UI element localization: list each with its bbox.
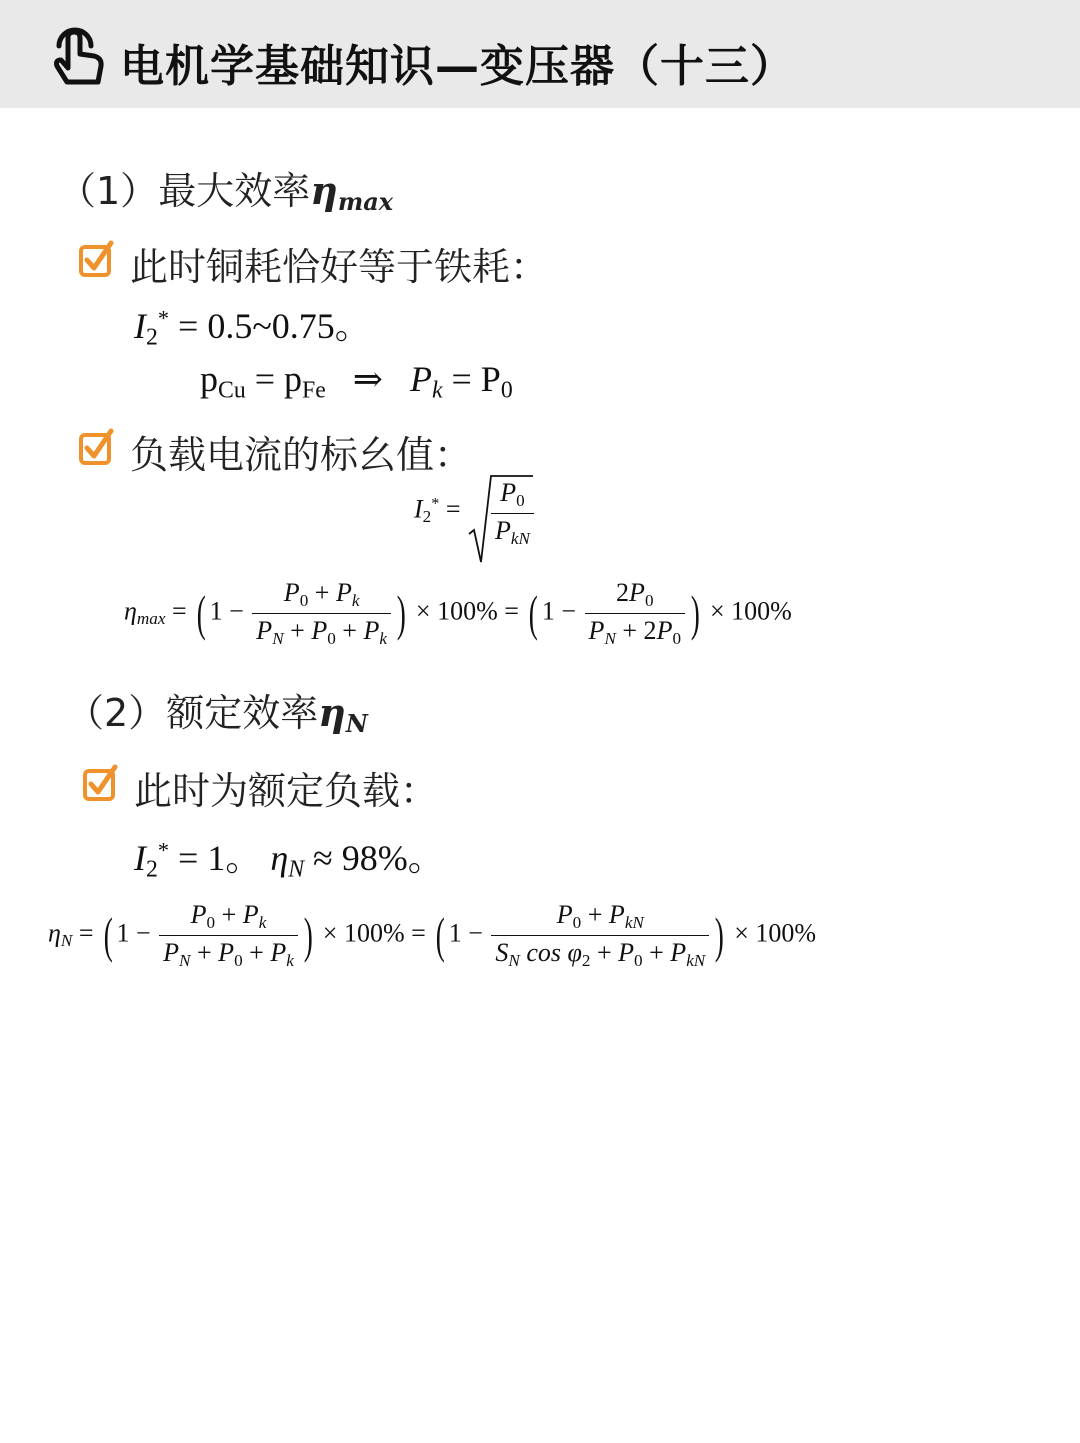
sqrt-expression: $\frac{P_0}{P_{kN}}$ — [467, 474, 536, 549]
rated-load-equation: $I_2^* = 1$。 $\eta_N \approx 98\%$。 — [134, 837, 444, 883]
section1-heading — [58, 160, 393, 216]
section1-title: 最大效率 — [158, 169, 311, 213]
hand-tap-icon — [50, 24, 108, 90]
check-label-rated-load: 此时为额定负载： — [134, 769, 439, 813]
eta-n-symbol: $\eta_N$ — [318, 690, 368, 738]
header-bar — [0, 0, 1080, 108]
check-label-load-current: 负载电流的标幺值： — [130, 433, 473, 477]
eta-max-symbol: $\eta_{max}$ — [310, 168, 394, 216]
page-title: 电机学基础知识—变压器（十三） — [120, 41, 795, 92]
checkbox-icon — [78, 240, 114, 278]
i2-sqrt-equation: $I_2^*$ = $\frac{P_0}{P_{kN}}$ — [414, 474, 536, 549]
i2-range-equation: $I_2^*$ = 0.5~0.75。 — [134, 305, 371, 351]
section1-number: （1） — [58, 169, 159, 213]
checkbox-icon — [78, 428, 114, 466]
section2-title: 额定效率 — [166, 691, 319, 735]
check-label-copper-iron: 此时铜耗恰好等于铁耗： — [130, 245, 549, 289]
section2-heading — [66, 682, 368, 738]
loss-equality-equation: $p_{Cu} = p_{Fe}$ ⇒ $P_k = P_0$ — [200, 359, 513, 404]
eta-max-formula: $\eta_{max}$ = ( 1 − $\frac{P_0 + P_k}{P_N + P_0 + P_k}$ ) × 100% = ( 1 − $\frac{2P_0}{P_N + 2P_0}$ ) × 100% — [124, 578, 792, 648]
section2-number: （2） — [66, 691, 167, 735]
eta-n-formula: $\eta_N$ = ( 1 − $\frac{P_0 + P_k}{P_N + P_0 + P_k}$ ) × 100% = ( 1 − $\frac{P_0 + P_{kN}}{S_N \cos \varphi_2 + P_0 + P_{kN}}$ ) × 100% — [48, 900, 817, 970]
checkbox-icon — [82, 764, 118, 802]
